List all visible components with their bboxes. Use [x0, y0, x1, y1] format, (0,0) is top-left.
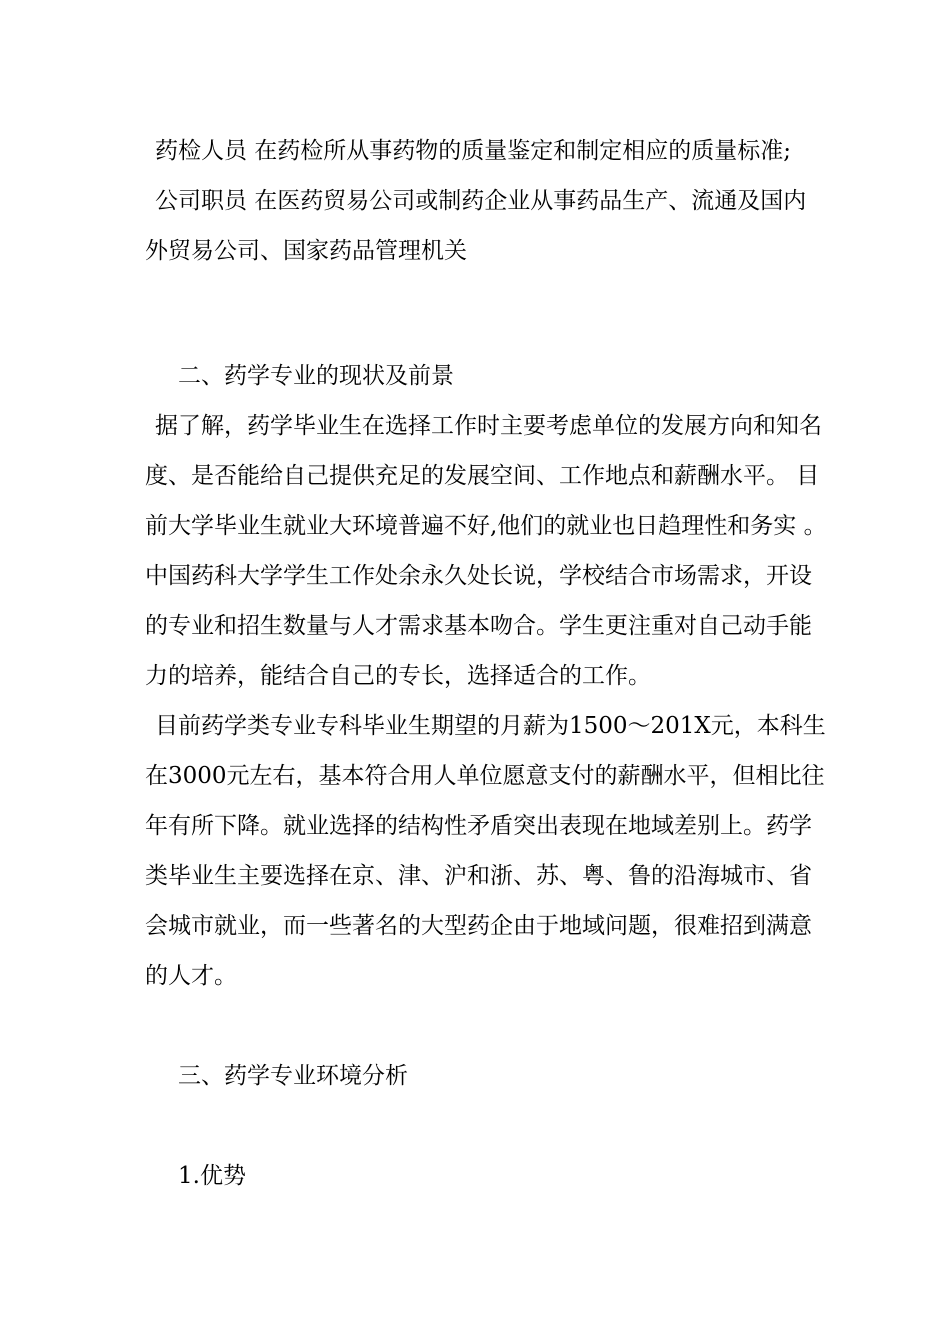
role-line-company-staff: 公司职员 在医药贸易公司或制药企业从事药品生产、流通及国内	[155, 188, 807, 214]
section-heading-environment: 三、药学专业环境分析	[178, 1063, 408, 1089]
role-line-pharmacist: 药检人员 在药检所从事药物的质量鉴定和制定相应的质量标准;	[155, 138, 792, 164]
subsection-heading-advantages: 1.优势	[178, 1163, 246, 1189]
section-heading-status: 二、药学专业的现状及前景	[178, 363, 454, 389]
paragraph-line: 类毕业生主要选择在京、津、沪和浙、苏、粤、鲁的沿海城市、省	[145, 863, 812, 889]
paragraph-line: 力的培养，能结合自己的专长，选择适合的工作。	[145, 663, 651, 689]
paragraph-line: 的人才。	[145, 963, 237, 989]
paragraph-line: 度、是否能给自己提供充足的发展空间、工作地点和薪酬水平。 目	[145, 463, 820, 489]
paragraph-line: 据了解，药学毕业生在选择工作时主要考虑单位的发展方向和知名	[155, 413, 822, 439]
paragraph-line: 会城市就业，而一些著名的大型药企由于地域问题，很难招到满意	[145, 913, 812, 939]
role-line-continuation: 外贸易公司、国家药品管理机关	[145, 238, 467, 264]
paragraph-line: 年有所下降。就业选择的结构性矛盾突出表现在地域差别上。药学	[145, 813, 812, 839]
paragraph-line: 目前药学类专业专科毕业生期望的月薪为1500～201X元，本科生	[155, 713, 826, 739]
paragraph-line: 在3000元左右，基本符合用人单位愿意支付的薪酬水平，但相比往	[145, 763, 825, 789]
paragraph-line: 中国药科大学学生工作处余永久处长说，学校结合市场需求，开设	[145, 563, 812, 589]
paragraph-line: 前大学毕业生就业大环境普遍不好,他们的就业也日趋理性和务实 。	[145, 513, 827, 539]
paragraph-line: 的专业和招生数量与人才需求基本吻合。学生更注重对自己动手能	[145, 613, 812, 639]
